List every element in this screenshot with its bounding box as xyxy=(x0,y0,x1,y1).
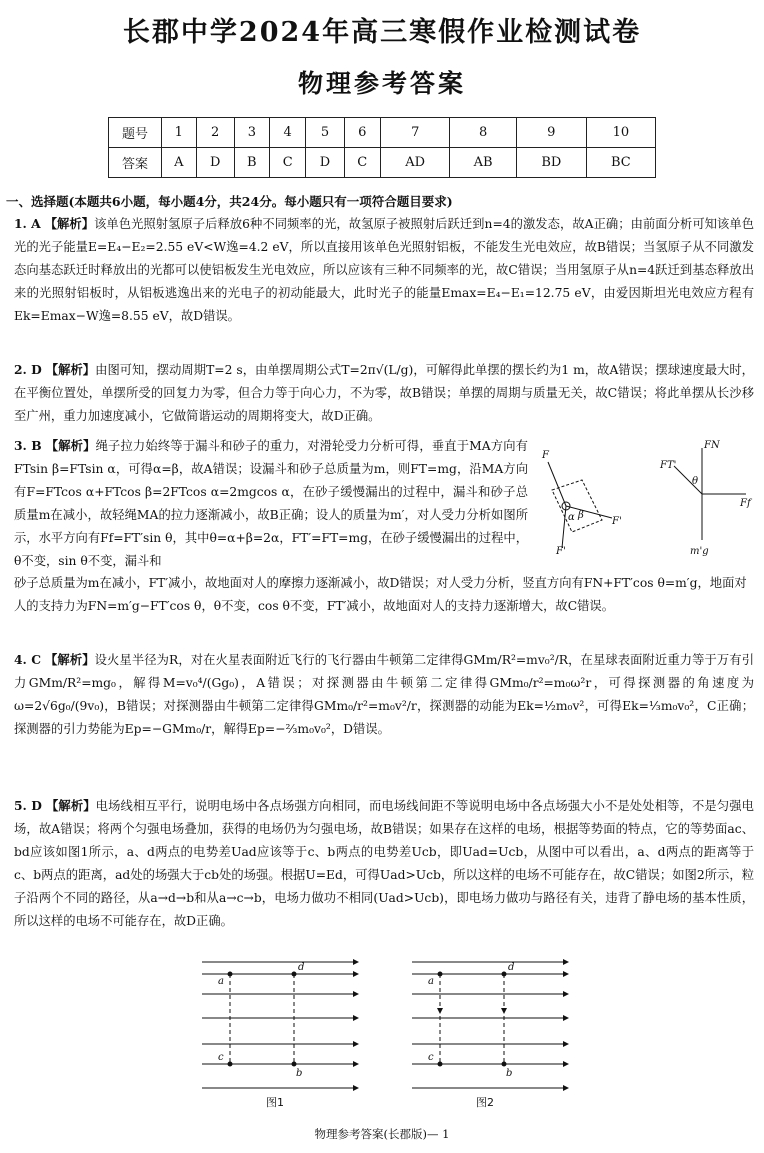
angle-label: θ xyxy=(692,476,699,487)
force-label: F' xyxy=(556,546,566,557)
table-cell: BC xyxy=(586,148,655,178)
question-number: 3. B xyxy=(14,438,42,453)
table-cell: D xyxy=(306,148,344,178)
table-cell: B xyxy=(234,148,269,178)
angle-label: α xyxy=(568,512,575,523)
table-cell: 2 xyxy=(196,118,234,148)
question-text: 由图可知，摆动周期T=2 s，由单摆周期公式T=2π√(L/g)，可解得此单摆的摆长约为1 m，故A错误；摆球速度最大时，在平衡位置处，单摆所受的回复力为零，但合力等于向心力，不为零，故B错误；单摆的周期与质量无关，故C错误；将此单摆从长沙移至广州，重力加速度减小，它做简谐运动的周期将变大，故D正确。 xyxy=(14,363,754,423)
table-cell: 6 xyxy=(344,118,381,148)
point-label: a xyxy=(218,976,224,987)
table-cell: C xyxy=(344,148,381,178)
point-label: d xyxy=(298,962,305,973)
table-cell: A xyxy=(162,148,197,178)
table-cell: 9 xyxy=(516,118,586,148)
analysis-tag: 【解析】 xyxy=(45,438,96,453)
table-cell: BD xyxy=(516,148,586,178)
angle-label: β xyxy=(578,510,584,521)
analysis-tag: 【解析】 xyxy=(45,652,95,667)
force-label: FN xyxy=(704,440,720,451)
question-5 xyxy=(14,794,754,933)
table-cell: AB xyxy=(450,148,516,178)
point-label: a xyxy=(428,976,434,987)
point-label: b xyxy=(296,1068,303,1079)
question-number: 4. C xyxy=(14,652,42,667)
table-cell: D xyxy=(196,148,234,178)
page-title: 长郡中学2024年高三寒假作业检测试卷 xyxy=(122,17,642,48)
question-number: 2. D xyxy=(14,362,42,377)
section-heading: 一、选择题(本题共6小题，每小题4分，共24分。每小题只有一项符合题目要求) xyxy=(6,194,453,209)
point-label: c xyxy=(428,1052,434,1063)
point-label: d xyxy=(508,962,515,973)
table-cell: 4 xyxy=(269,118,306,148)
question-text: 该单色光照射氢原子后释放6种不同频率的光，故氢原子被照射后跃迁到n=4的激发态，故A正确；由前面分析可知该单色光的光子能量E=E₄−E₂=2.55 eV<W逸=4.2 eV，所以直接用该单色光照射铝板，不能发生光电效应，故B错误；当氢原子从不同激发态向基态跃迁时释放出的光都可以使铝板发生光电效应，所以应该有三种不同频率的光，故C错误；当用氢原子从n=4跃迁到基态释放出来的光照射铝板时，从铝板逃逸出来的光电子的初动能最大，此时光子的能量Emax=E₄−E₁=12.75 eV，由爱因斯坦光电效应方程有Ek=Emax−W逸=8.55 eV，故D错误。 xyxy=(14,217,754,323)
table-cell: 8 xyxy=(450,118,516,148)
question-text: 绳子拉力始终等于漏斗和砂子的重力，对滑轮受力分析可得，垂直于MA方向有FTsin β=FTsin α，可得α=β，故A错误；设漏斗和砂子总质量为m，则FT=mg，沿MA方向有F=FTcos α+FTcos β=2FTcos α=2mgcos α，在砂子缓慢漏出的过程中，漏斗和砂子总质量m在减小，故轻绳MA的拉力逐渐减小，故B正确；设人的质量为m′，对人受力分析如图所示，水平方向有Ff=FT′sin θ，其中θ=α+β=2α，FT′=FT=mg，在砂子缓慢漏出的过程中，θ不变，sin θ不变，漏斗和 xyxy=(14,439,528,568)
table-row-label: 答案 xyxy=(109,148,162,178)
q3-person-force-diagram xyxy=(650,436,754,558)
figure-1-field-lines xyxy=(196,956,366,1108)
analysis-tag: 【解析】 xyxy=(45,798,96,813)
point-label: c xyxy=(218,1052,224,1063)
question-3-continued: 砂子总质量为m在减小，FT′减小，故地面对人的摩擦力逐渐减小，故D错误；对人受力分析，竖直方向有FN+FT′cos θ=m′g，地面对人的支持力为FN=m′g−FT′cos θ，θ不变，cos θ不变，FT′减小，故地面对人的支持力逐渐增大，故C错误。 xyxy=(14,576,747,613)
table-cell: 5 xyxy=(306,118,344,148)
question-text: 电场线相互平行，说明电场中各点场强方向相同，而电场线间距不等说明电场中各点场强大小不是处处相等，不是匀强电场，故A错误；将两个匀强电场叠加，获得的电场仍为匀强电场，故B错误；如果存在这样的电场，根据等势面的特点，它的等势面ac、bd应该如图1所示，a、d两点的电势差Uad应该等于c、b两点的电势差Ucb，即Uad=Ucb，从图中可以看出，a、d两点的距离等于c、b两点的距离，ad处的场强大于cb处的场强。根据U=Ed，可得Uad>Ucb，所以这样的电场不可能存在，故C错误；如图2所示，粒子沿两个不同的路径，从a→d→b和从a→c→b，电场力做功不相同(Uad>Ucb)，即电场力做功与路径有关，违背了静电场的基本性质，所以这样的电场不可能存在，故D正确。 xyxy=(14,799,754,928)
table-cell: 1 xyxy=(162,118,197,148)
answer-table-row-answers xyxy=(109,148,656,178)
figure-caption: 图2 xyxy=(476,1096,494,1108)
force-label: m'g xyxy=(690,546,709,557)
table-cell: 7 xyxy=(381,118,450,148)
answer-table-row-numbers xyxy=(109,118,656,148)
force-label: F xyxy=(542,450,549,461)
table-cell: 3 xyxy=(234,118,269,148)
force-label: F' xyxy=(612,516,622,527)
force-label: FT' xyxy=(660,460,677,471)
table-cell: 10 xyxy=(586,118,655,148)
table-row-label: 题号 xyxy=(109,118,162,148)
answer-table xyxy=(108,117,656,178)
question-4 xyxy=(14,648,754,741)
page-footer: 物理参考答案(长郡版)— 1 xyxy=(314,1127,450,1141)
question-number: 1. A xyxy=(14,216,41,231)
question-number: 5. D xyxy=(14,798,42,813)
q3-pulley-force-diagram xyxy=(538,440,628,558)
analysis-tag: 【解析】 xyxy=(45,362,96,377)
point-label: b xyxy=(506,1068,513,1079)
page-subtitle: 物理参考答案 xyxy=(297,69,466,98)
figure-caption: 图1 xyxy=(266,1096,284,1108)
question-3 xyxy=(14,434,528,573)
figure-2-field-lines xyxy=(406,956,576,1108)
question-text: 设火星半径为R，对在火星表面附近飞行的飞行器由牛顿第二定律得GMm/R²=mv₀²/R，在星球表面附近重力等于万有引力GMm/R²=mg₀，解得M=v₀⁴/(Gg₀)，A错误；对探测器由牛顿第二定律得GMm₀/r²=m₀ω²r，可得探测器的角速度为ω=2√6g₀/(9v₀)，B错误；对探测器由牛顿第二定律得GMm₀/r²=m₀v²/r，探测器的动能为Ek=½m₀v²，可得Ek=⅓m₀v₀²，C正确；探测器的引力势能为Ep=−GMm₀/r，解得Ep=−⅔m₀v₀²，D错误。 xyxy=(14,653,754,736)
analysis-tag: 【解析】 xyxy=(44,216,95,231)
question-2 xyxy=(14,358,754,428)
question-1 xyxy=(14,212,754,328)
table-cell: AD xyxy=(381,148,450,178)
force-label: Ff xyxy=(740,498,751,509)
table-cell: C xyxy=(269,148,306,178)
